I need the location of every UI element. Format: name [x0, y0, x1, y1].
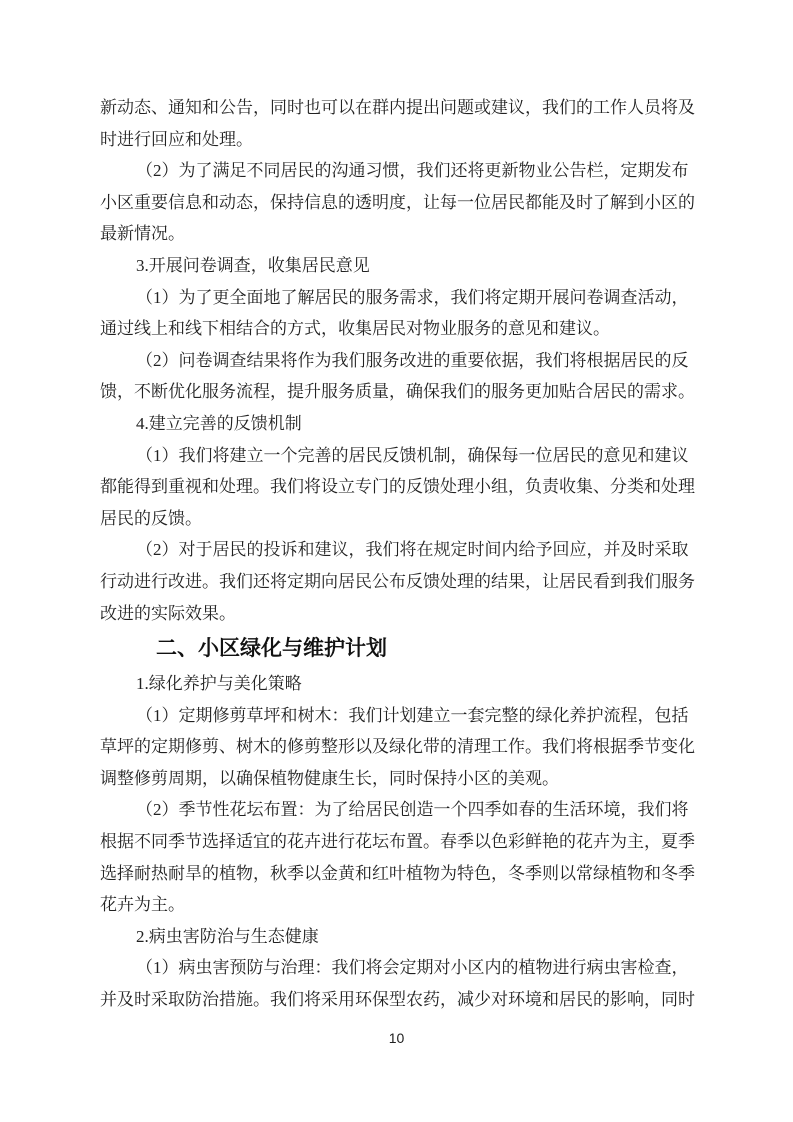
- body-text-line: 小区重要信息和动态，保持信息的透明度，让每一位居民都能及时了解到小区的: [100, 192, 695, 212]
- document-body: [100, 92, 693, 1016]
- body-text-line: 都能得到重视和处理。我们将设立专门的反馈处理小组，负责收集、分类和处理: [100, 477, 695, 497]
- body-text-line: 选择耐热耐旱的植物，秋季以金黄和红叶植物为特色，冬季则以常绿植物和冬季: [100, 863, 695, 883]
- body-text-line: 调整修剪周期，以确保植物健康生长，同时保持小区的美观。: [100, 768, 559, 788]
- body-text-line: 新动态、通知和公告，同时也可以在群内提出问题或建议，我们的工作人员将及: [100, 98, 695, 117]
- body-text-line: 通过线上和线下相结合的方式，收集居民对物业服务的意见和建议。: [100, 319, 610, 339]
- body-text-line: （1）定期修剪草坪和树木：我们计划建立一套完整的绿化养护流程，包括: [136, 705, 689, 725]
- body-text-line: 4.建立完善的反馈机制: [136, 413, 302, 433]
- body-text-line: 草坪的定期修剪、树木的修剪整形以及绿化带的清理工作。我们将根据季节变化: [100, 737, 695, 757]
- body-text-line: 最新情况。: [100, 224, 185, 244]
- section-heading: 二、小区绿化与维护计划: [156, 636, 387, 661]
- body-text-line: 2.病虫害防治与生态健康: [136, 926, 319, 946]
- body-text-line: （2）对于居民的投诉和建议，我们将在规定时间内给予回应，并及时采取: [136, 540, 689, 560]
- body-text-line: （2）为了满足不同居民的沟通习惯，我们还将更新物业公告栏，定期发布: [136, 161, 689, 181]
- body-text-line: 居民的反馈。: [100, 508, 202, 528]
- body-text-line: （1）我们将建立一个完善的居民反馈机制，确保每一位居民的意见和建议: [136, 445, 689, 465]
- body-text-line: 时进行回应和处理。: [100, 129, 253, 149]
- body-text-line: （1）为了更全面地了解居民的服务需求，我们将定期开展问卷调查活动，: [136, 287, 689, 307]
- body-text-line: （2）季节性花坛布置：为了给居民创造一个四季如春的生活环境，我们将: [136, 800, 689, 820]
- body-text-line: 花卉为主。: [100, 895, 185, 915]
- body-text-line: 1.绿化养护与美化策略: [136, 674, 302, 694]
- page-number: 10: [388, 1030, 405, 1046]
- body-text-line: 行动进行改进。我们还将定期向居民公布反馈处理的结果，让居民看到我们服务: [100, 571, 695, 591]
- body-text-line: 3.开展问卷调查，收集居民意见: [136, 255, 370, 275]
- body-text-line: （1）病虫害预防与治理：我们将会定期对小区内的植物进行病虫害检查，: [136, 958, 689, 978]
- body-text-line: （2）问卷调查结果将作为我们服务改进的重要依据，我们将根据居民的反: [136, 350, 689, 370]
- body-text-line: 并及时采取防治措施。我们将采用环保型农药，减少对环境和居民的影响，同时: [100, 990, 695, 1010]
- body-text-line: 馈，不断优化服务流程，提升服务质量，确保我们的服务更加贴合居民的需求。: [100, 382, 695, 402]
- body-text-line: 根据不同季节选择适宜的花卉进行花坛布置。春季以色彩鲜艳的花卉为主，夏季: [100, 832, 695, 852]
- body-text-line: 改进的实际效果。: [100, 603, 236, 623]
